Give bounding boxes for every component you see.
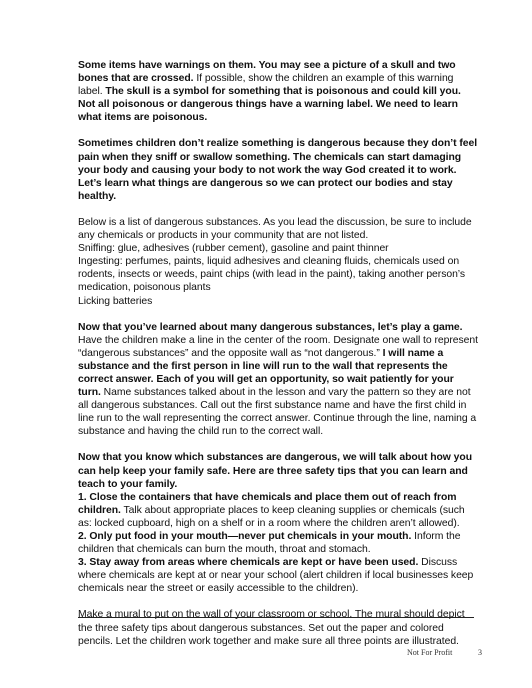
bold-text: correct answer. Each of you will get an opportunity, so wait patiently for your xyxy=(78,373,454,385)
text-line: any chemicals or products in your community that are not listed. xyxy=(78,230,369,242)
bold-text: 1. Close the containers that have chemicals and place them out of reach from xyxy=(78,491,457,503)
text-line xyxy=(78,360,476,373)
text-line xyxy=(78,164,476,177)
text-line xyxy=(78,321,476,334)
text-line: children that chemicals can burn the mouth, throat and stomach. xyxy=(78,544,371,556)
text-line: Ingesting: perfumes, paints, liquid adhesives and cleaning fluids, chemicals used on xyxy=(78,256,460,268)
text-line: Below is a list of dangerous substances. As you lead the discussion, be sure to include xyxy=(78,216,472,228)
bold-text: Let’s learn what things are dangerous so we can protect our bodies and stay xyxy=(78,177,453,189)
bold-text: bones that are crossed. xyxy=(78,73,194,85)
page-number: 3 xyxy=(478,648,482,657)
substance-list-paragraph xyxy=(78,216,476,308)
body-text: label. xyxy=(78,86,106,98)
mural-paragraph xyxy=(78,608,476,647)
bold-text: teach to your family. xyxy=(78,478,178,490)
text-line: line run to the wall representing the correct answer. Continue through the line, naming a xyxy=(78,413,477,425)
text-line xyxy=(78,504,476,517)
body-text: “dangerous substances” and the opposite wall as “not dangerous.” xyxy=(78,347,383,359)
text-line: chemicals near the street or easily accessible to the children). xyxy=(78,583,359,595)
text-line xyxy=(78,373,476,386)
bold-text: Now that you’ve learned about many dangerous substances, let’s play a game. xyxy=(78,321,463,333)
text-line xyxy=(78,137,476,150)
bold-text: what items are poisonous. xyxy=(78,112,208,124)
bold-text: turn. xyxy=(78,387,101,399)
text-line: all dangerous substances. Call out the first substance name and have the first child in xyxy=(78,400,467,412)
bold-text: 2. Only put food in your mouth—never put chemicals in your mouth. xyxy=(78,531,412,542)
text-line: Sniffing: glue, adhesives (rubber cement), gasoline and paint thinner xyxy=(78,243,389,255)
danger-awareness-paragraph xyxy=(78,137,476,202)
text-line: where chemicals are kept at or near your school (alert children if local businesses keep xyxy=(78,570,474,582)
text-line xyxy=(78,478,476,491)
text-line: Have the children make a line in the center of the room. Designate one wall to represent xyxy=(78,334,478,346)
footer-label: Not For Profit xyxy=(407,648,453,657)
text-line: Licking batteries xyxy=(78,295,153,307)
body-text: Talk about appropriate places to keep cleaning supplies or chemicals (such xyxy=(120,504,465,516)
bold-text: your body and causing your body to not work the way God created it to work. xyxy=(78,164,457,176)
text-line: substance and having the child run to the correct wall. xyxy=(78,426,324,438)
text-line xyxy=(78,347,476,360)
text-line: Make a mural to put on the wall of your classroom or school. The mural should depict xyxy=(78,609,465,621)
text-line xyxy=(78,111,476,124)
bold-text: 3. Stay away from areas where chemicals are kept or have been used. xyxy=(78,557,419,569)
bold-text: pain when they sniff or swallow something. The chemicals can start damaging xyxy=(78,151,462,163)
text-line xyxy=(78,72,476,85)
text-line xyxy=(78,491,476,504)
text-line: the three safety tips about dangerous substances. Set out the paper and colored xyxy=(78,622,444,634)
body-text: Discuss xyxy=(418,557,458,569)
text-line: rodents, insects or weeds, paint chips (with lead in the paint), taking another person’s xyxy=(78,269,466,281)
text-line xyxy=(78,386,476,399)
game-paragraph xyxy=(78,321,476,439)
bold-text: Some items have warnings on them. You may see a picture of a skull and two xyxy=(78,60,456,71)
text-line: medication, poisonous plants xyxy=(78,282,211,294)
text-line xyxy=(78,556,476,569)
text-line xyxy=(78,190,476,203)
text-line xyxy=(78,465,476,478)
text-line xyxy=(78,98,476,111)
bold-text: healthy. xyxy=(78,190,117,202)
bold-text: The skull is a symbol for something that is poisonous and could kill you. xyxy=(105,86,461,98)
text-line xyxy=(78,177,476,190)
bold-text: can help keep your family safe. Here are three safety tips that you can learn and xyxy=(78,465,468,477)
bold-text: Not all poisonous or dangerous things have a warning label. We need to learn xyxy=(78,99,458,111)
body-text: If possible, show the children an example of this warning xyxy=(193,73,454,85)
text-line xyxy=(78,530,476,543)
text-line xyxy=(78,59,476,72)
body-text: Name substances talked about in the lesson and vary the pattern so they are not xyxy=(100,387,471,399)
bold-text: children. xyxy=(78,504,121,516)
bold-text: Now that you know which substances are dangerous, we will talk about how you xyxy=(78,452,472,464)
bold-text: I will name a xyxy=(382,347,444,359)
page-body xyxy=(78,59,476,648)
safety-tips-paragraph xyxy=(78,451,476,595)
text-line xyxy=(78,151,476,164)
bold-text: Sometimes children don’t realize something is dangerous because they don’t feel xyxy=(78,138,478,150)
text-line xyxy=(78,85,476,98)
text-line: pencils. Let the children work together and make sure all three points are illustrated. xyxy=(78,635,459,647)
footer-divider xyxy=(78,617,474,618)
text-line xyxy=(78,451,476,464)
text-line: as: locked cupboard, high on a shelf or in a room where the children aren’t allowed). xyxy=(78,517,460,529)
bold-text: substance and the first person in line will run to the wall that represents the xyxy=(78,360,448,372)
warning-labels-paragraph xyxy=(78,59,476,124)
body-text: Inform the xyxy=(411,531,461,542)
